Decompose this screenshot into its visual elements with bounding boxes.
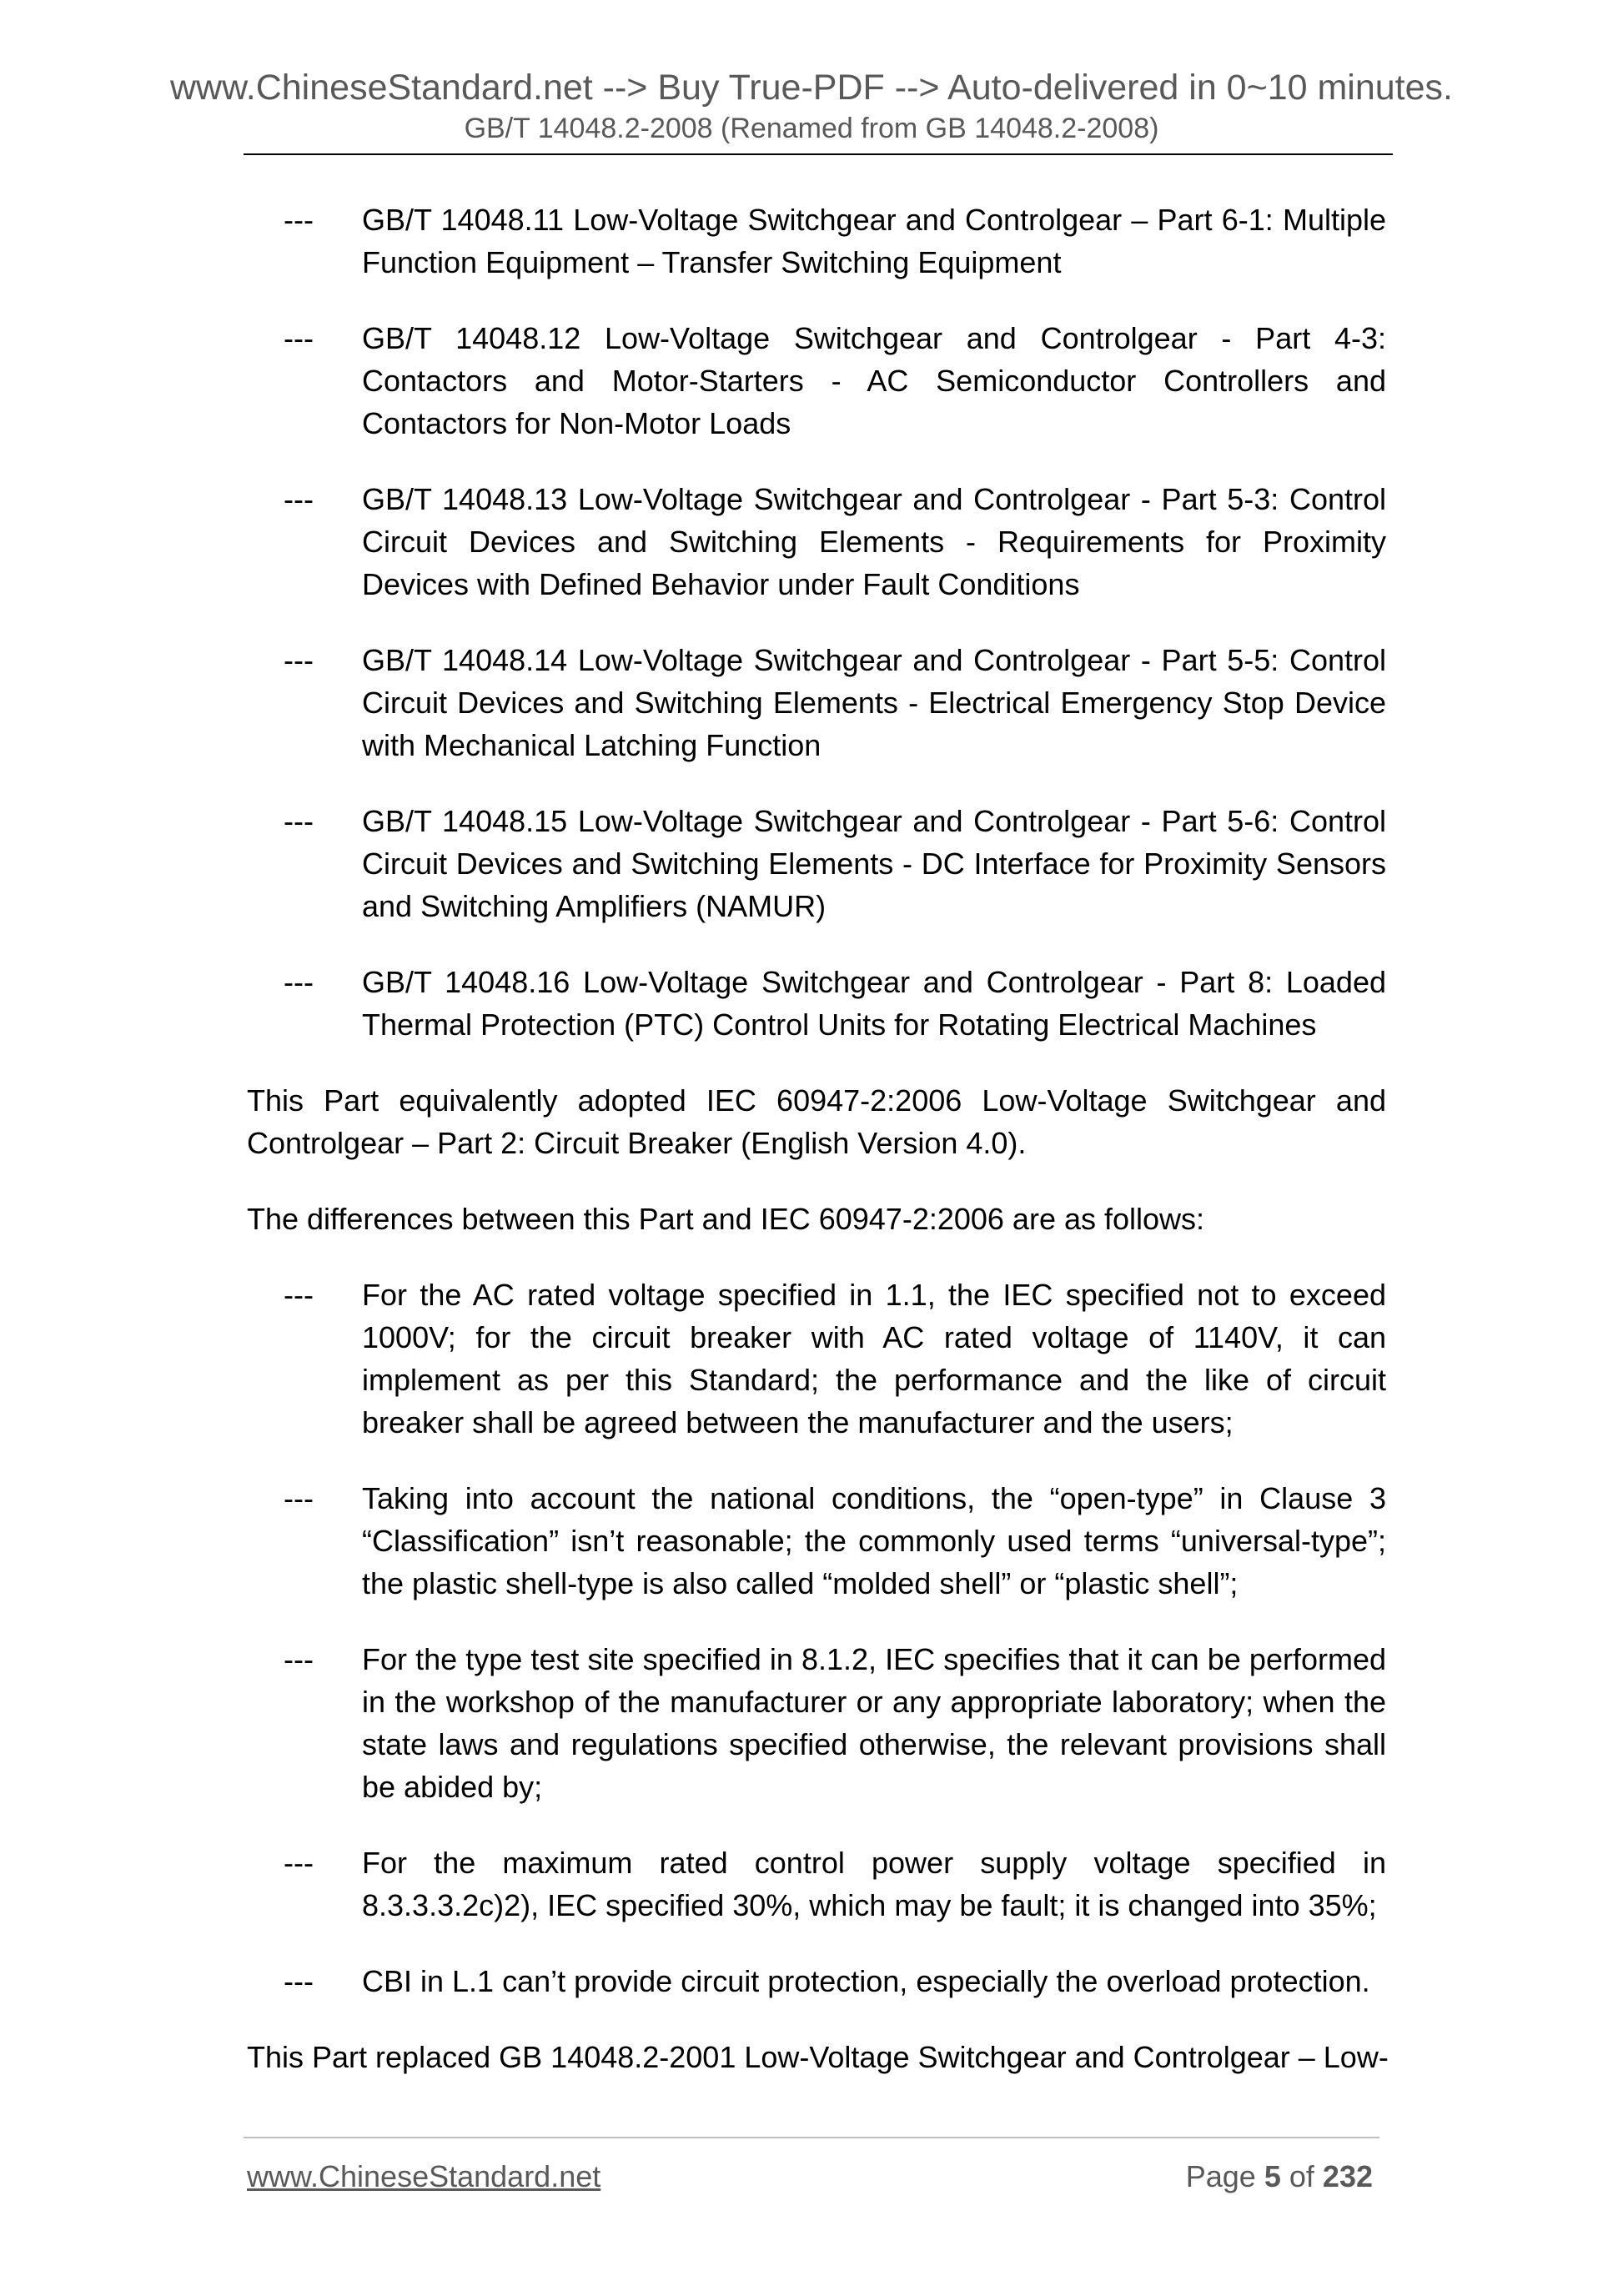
list-item [284, 198, 1386, 284]
list-item-text: GB/T 14048.12 Low-Voltage Switchgear and Controlgear - Part 4-3: Contactors and Motor-Starters - AC Semiconductor Controllers and Contactors for Non-Motor Loads [362, 321, 1386, 440]
header-divider [244, 153, 1393, 155]
list-dash: --- [284, 1642, 314, 1676]
adoption-paragraph: This Part equivalently adopted IEC 60947-2:2006 Low-Voltage Switchgear and Controlgear – Part 2: Circuit Breaker (English Version 4.0). [247, 1083, 1386, 1160]
page-label: Page [1185, 2159, 1256, 2193]
list-item [284, 1477, 1386, 1605]
list-item [284, 639, 1386, 766]
differences-list [247, 1274, 1386, 2002]
list-item [284, 478, 1386, 605]
header-banner: www.ChineseStandard.net --> Buy True-PDF --> Auto-delivered in 0~10 minutes. [169, 68, 1453, 108]
list-item-text: CBI in L.1 can’t provide circuit protection, especially the overload protection. [362, 1964, 1370, 1998]
page-header [0, 65, 1623, 147]
list-dash: --- [284, 965, 314, 999]
header-standard-id: GB/T 14048.2-2008 (Renamed from GB 14048.2-2008) [464, 113, 1159, 144]
list-dash: --- [284, 321, 314, 355]
page-of: of [1289, 2159, 1314, 2193]
page-total: 232 [1322, 2159, 1373, 2193]
list-item [284, 961, 1386, 1046]
list-item-text: GB/T 14048.15 Low-Voltage Switchgear and Controlgear - Part 5-6: Control Circuit Devices and Switching Elements - DC Interface for Proximity Sensors and Switching Amplifiers (NAMUR) [362, 804, 1386, 923]
list-dash: --- [284, 482, 314, 516]
list-item [284, 317, 1386, 445]
related-standards-list [247, 198, 1386, 1046]
list-item [284, 800, 1386, 927]
document-body [247, 198, 1389, 2078]
list-item-text: For the maximum rated control power supply voltage specified in 8.3.3.3.2c)2), IEC specified 30%, which may be fault; it is changed into 35%; [362, 1846, 1386, 1922]
list-item-text: GB/T 14048.16 Low-Voltage Switchgear and Controlgear - Part 8: Loaded Thermal Protection (PTC) Control Units for Rotating Electrical Machines [362, 965, 1386, 1042]
list-dash: --- [284, 1278, 314, 1312]
list-item-text: GB/T 14048.14 Low-Voltage Switchgear and Controlgear - Part 5-5: Control Circuit Devices and Switching Elements - Electrical Emergency Stop Device with Mechanical Latching Function [362, 643, 1386, 762]
list-item [284, 1274, 1386, 1444]
list-dash: --- [284, 203, 314, 237]
list-item-text: For the type test site specified in 8.1.2, IEC specifies that it can be performed in the workshop of the manufacturer or any appropriate laboratory; when the state laws and regulations specified otherwise, the relevant provisions shall be abided by; [362, 1642, 1386, 1804]
list-dash: --- [284, 1964, 314, 1998]
list-item-text: For the AC rated voltage specified in 1.1, the IEC specified not to exceed 1000V; for the circuit breaker with AC rated voltage of 1140V, it can implement as per this Standard; the performance and the like of circuit breaker shall be agreed between the manufacturer and the users; [362, 1278, 1386, 1439]
footer-website-link[interactable]: www.ChineseStandard.net [247, 2159, 601, 2193]
replacement-paragraph: This Part replaced GB 14048.2-2001 Low-Voltage Switchgear and Controlgear – Low- [247, 2040, 1389, 2074]
list-dash: --- [284, 804, 314, 838]
list-dash: --- [284, 1481, 314, 1515]
list-dash: --- [284, 643, 314, 677]
page-number [1186, 2158, 1373, 2195]
list-item-text: Taking into account the national conditions, the “open-type” in Clause 3 “Classification” isn’t reasonable; the commonly used terms “universal-type”; the plastic shell-type is also called “molded shell” or “plastic shell”; [362, 1481, 1386, 1600]
page-current: 5 [1264, 2159, 1281, 2193]
list-item [284, 1638, 1386, 1808]
list-item-text: GB/T 14048.13 Low-Voltage Switchgear and Controlgear - Part 5-3: Control Circuit Devices and Switching Elements - Requirements for Proximity Devices with Defined Behavior under Fault Conditions [362, 482, 1386, 601]
footer-divider [244, 2137, 1379, 2138]
list-item [284, 1960, 1386, 2002]
list-dash: --- [284, 1846, 314, 1880]
differences-intro: The differences between this Part and IEC 60947-2:2006 are as follows: [247, 1202, 1205, 1236]
list-item-text: GB/T 14048.11 Low-Voltage Switchgear and Controlgear – Part 6-1: Multiple Function Equipment – Transfer Switching Equipment [362, 203, 1386, 279]
list-item [284, 1841, 1386, 1927]
